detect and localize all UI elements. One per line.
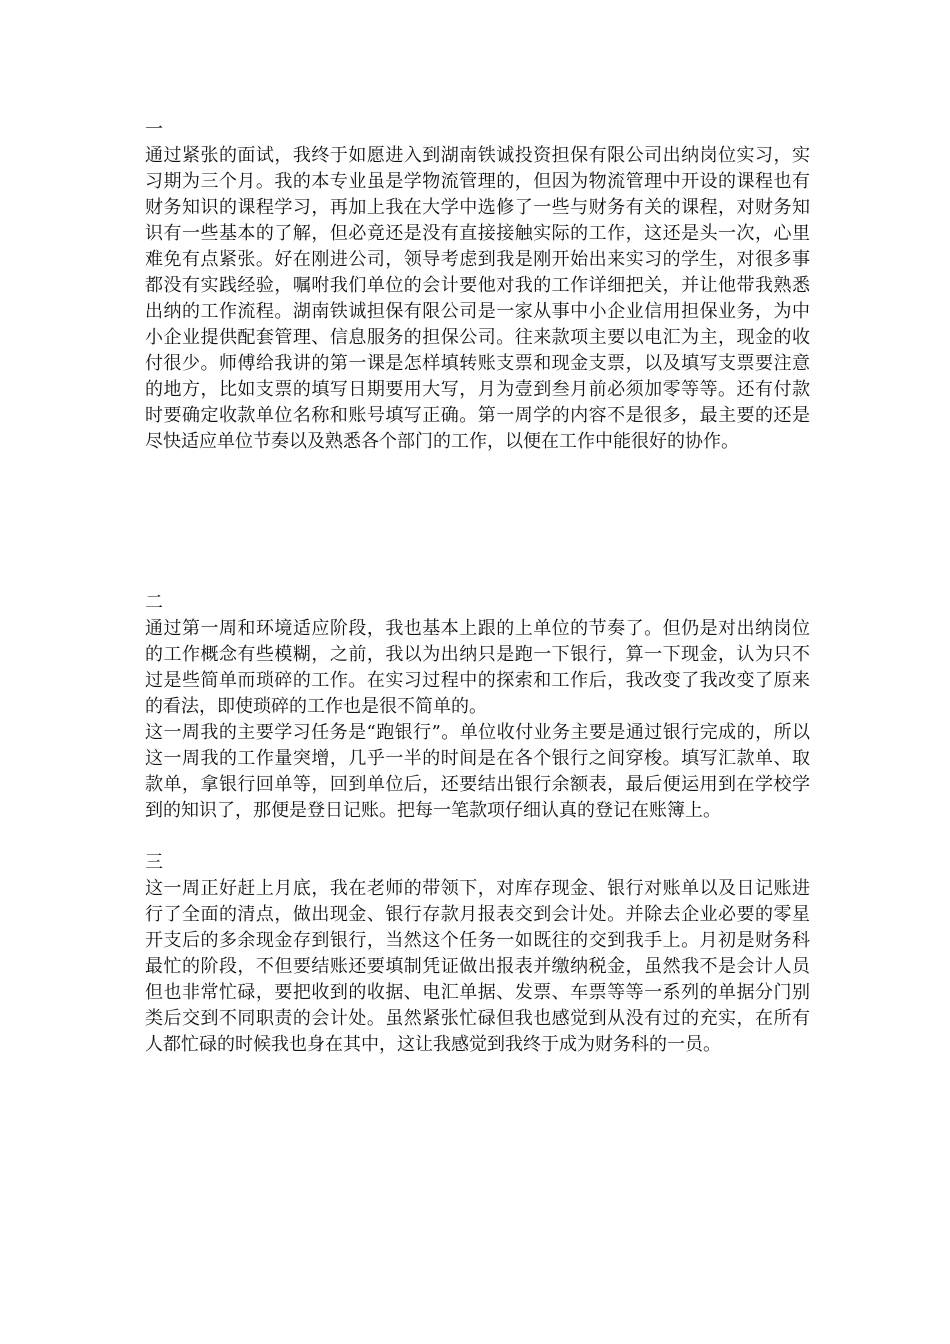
section-paragraph: 通过第一周和环境适应阶段，我也基本上跟的上单位的节奏了。但仍是对出纳岗位的工作概念有些模糊，之前，我以为出纳只是跑一下银行，算一下现金，认为只不过是些简单而琐碎的工作。在实习过程中的探索和工作后，我改变了我改变了原来的看法，即使琐碎的工作也是很不简单的。 — [145, 618, 810, 717]
section-heading: 三 — [145, 852, 163, 873]
section-two — [145, 590, 810, 824]
section-paragraph: 这一周正好赶上月底，我在老师的带领下，对库存现金、银行对账单以及日记账进行了全面的清点，做出现金、银行存款月报表交到会计处。并除去企业必要的零星开支后的多余现金存到银行，当然这个任务一如既往的交到我手上。月初是财务科最忙的阶段，不但要结账还要填制凭证做出报表并缴纳税金，虽然我不是会计人员但也非常忙碌，要把收到的收据、电汇单据、发票、车票等等一系列的单据分门别类后交到不同职责的会计处。虽然紧张忙碌但我也感觉到从没有过的充实，在所有人都忙碌的时候我也身在其中，这让我感觉到我终于成为财务科的一员。 — [145, 878, 810, 1055]
section-paragraph: 这一周我的主要学习任务是“跑银行”。单位收付业务主要是通过银行完成的，所以这一周我的工作量突增，几乎一半的时间是在各个银行之间穿梭。填写汇款单、取款单，拿银行回单等，回到单位后，还要结出银行余额表，最后便运用到在学校学到的知识了，那便是登日记账。把每一笔款项仔细认真的登记在账簿上。 — [145, 722, 810, 821]
section-heading: 二 — [145, 592, 163, 613]
section-paragraph: 通过紧张的面试，我终于如愿进入到湖南铁诚投资担保有限公司出纳岗位实习，实习期为三个月。我的本专业虽是学物流管理的，但因为物流管理中开设的课程也有财务知识的课程学习，再加上我在大学中选修了一些与财务有关的课程，对财务知识有一些基本的了解，但必竟还是没有直接接触实际的工作，这还是头一次，心里难免有点紧张。好在刚进公司，领导考虑到我是刚开始出来实习的学生，对很多事都没有实践经验，嘱咐我们单位的会计要他对我的工作详细把关，并让他带我熟悉出纳的工作流程。湖南铁诚担保有限公司是一家从事中小企业信用担保业务，为中小企业提供配套管理、信息服务的担保公司。往来款项主要以电汇为主，现金的收付很少。师傅给我讲的第一课是怎样填转账支票和现金支票，以及填写支票要注意的地方，比如支票的填写日期要用大写，月为壹到叁月前必须加零等等。还有付款时要确定收款单位名称和账号填写正确。第一周学的内容不是很多，最主要的还是尽快适应单位节奏以及熟悉各个部门的工作，以便在工作中能很好的协作。 — [145, 145, 810, 452]
section-one — [145, 117, 810, 455]
section-three — [145, 850, 810, 1058]
section-heading: 一 — [145, 119, 163, 140]
